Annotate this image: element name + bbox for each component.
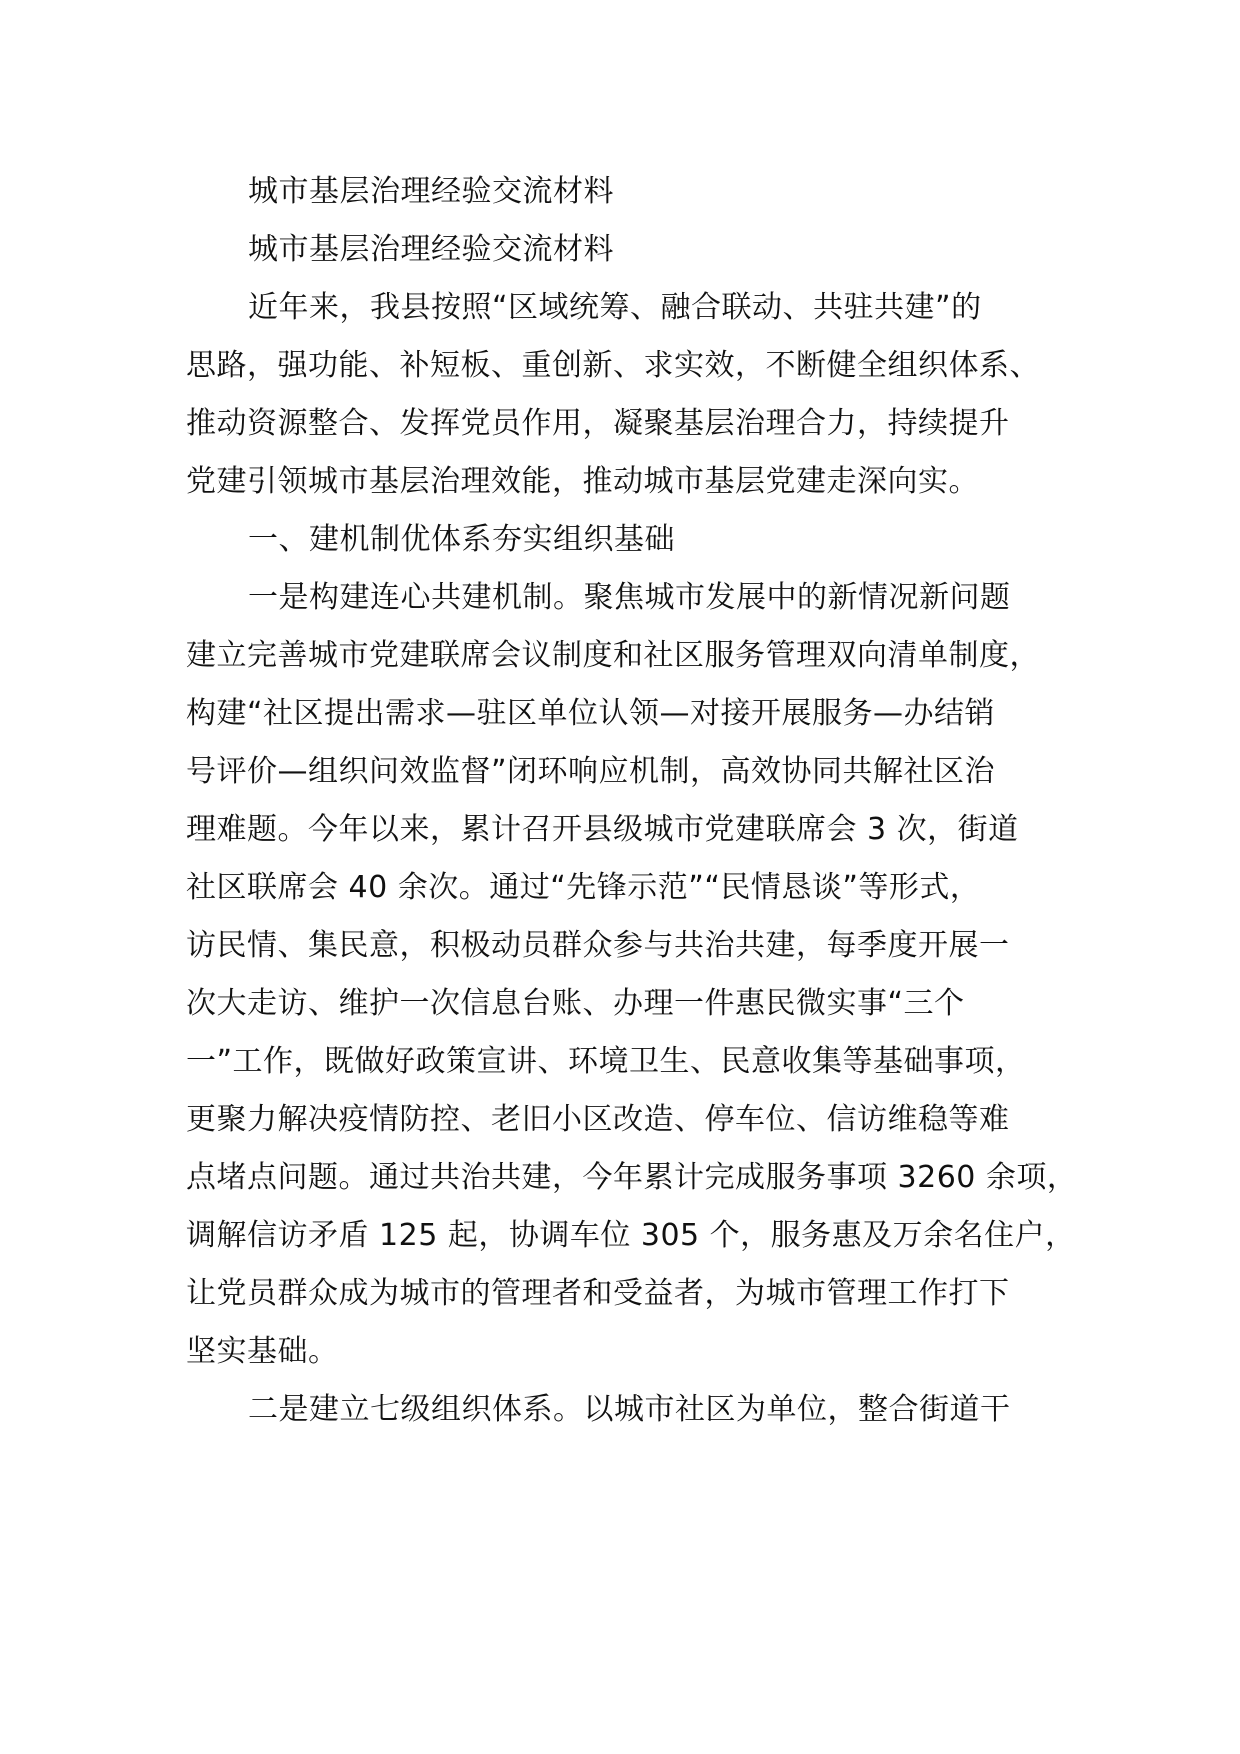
paragraph-line: 构建“社区提出需求—驻区单位认领—对接开展服务—办结销 <box>186 696 996 731</box>
paragraph-line: 推动资源整合、发挥党员作用，凝聚基层治理合力，持续提升 <box>186 406 1010 441</box>
section-heading: 一、建机制优体系夯实组织基础 <box>248 522 675 557</box>
paragraph-line: 点堵点问题。通过共治共建，今年累计完成服务事项 3260 余项， <box>186 1160 1078 1195</box>
paragraph-line: 更聚力解决疫情防控、老旧小区改造、停车位、信访维稳等难 <box>186 1102 1010 1137</box>
paragraph-line: 让党员群众成为城市的管理者和受益者，为城市管理工作打下 <box>186 1276 1010 1311</box>
paragraph-line: 社区联席会 40 余次。通过“先锋示范”“民情恳谈”等形式， <box>186 870 981 905</box>
document-subtitle: 城市基层治理经验交流材料 <box>248 232 614 267</box>
paragraph-line: 建立完善城市党建联席会议制度和社区服务管理双向清单制度， <box>186 638 1040 673</box>
paragraph-line: 理难题。今年以来，累计召开县级城市党建联席会 3 次，街道 <box>186 812 1019 847</box>
paragraph-line: 调解信访矛盾 125 起，协调车位 305 个，服务惠及万余名住户， <box>186 1218 1076 1253</box>
paragraph-line: 访民情、集民意，积极动员群众参与共治共建，每季度开展一 <box>186 928 1010 963</box>
paragraph-line: 一”工作，既做好政策宣讲、环境卫生、民意收集等基础事项， <box>186 1044 1026 1079</box>
paragraph-line: 号评价—组织问效监督”闭环响应机制，高效协同共解社区治 <box>186 754 996 789</box>
paragraph-line: 近年来，我县按照“区域统筹、融合联动、共驻共建”的 <box>248 290 982 325</box>
paragraph-line: 二是建立七级组织体系。以城市社区为单位，整合街道干 <box>248 1392 1011 1427</box>
paragraph-line: 一是构建连心共建机制。聚焦城市发展中的新情况新问题 <box>248 580 1011 615</box>
paragraph-line: 次大走访、维护一次信息台账、办理一件惠民微实事“三个 <box>186 986 965 1021</box>
document-title: 城市基层治理经验交流材料 <box>248 174 614 209</box>
paragraph-line: 思路，强功能、补短板、重创新、求实效，不断健全组织体系、 <box>186 348 1040 383</box>
paragraph-line: 坚实基础。 <box>186 1334 339 1369</box>
paragraph-line: 党建引领城市基层治理效能，推动城市基层党建走深向实。 <box>186 464 979 499</box>
